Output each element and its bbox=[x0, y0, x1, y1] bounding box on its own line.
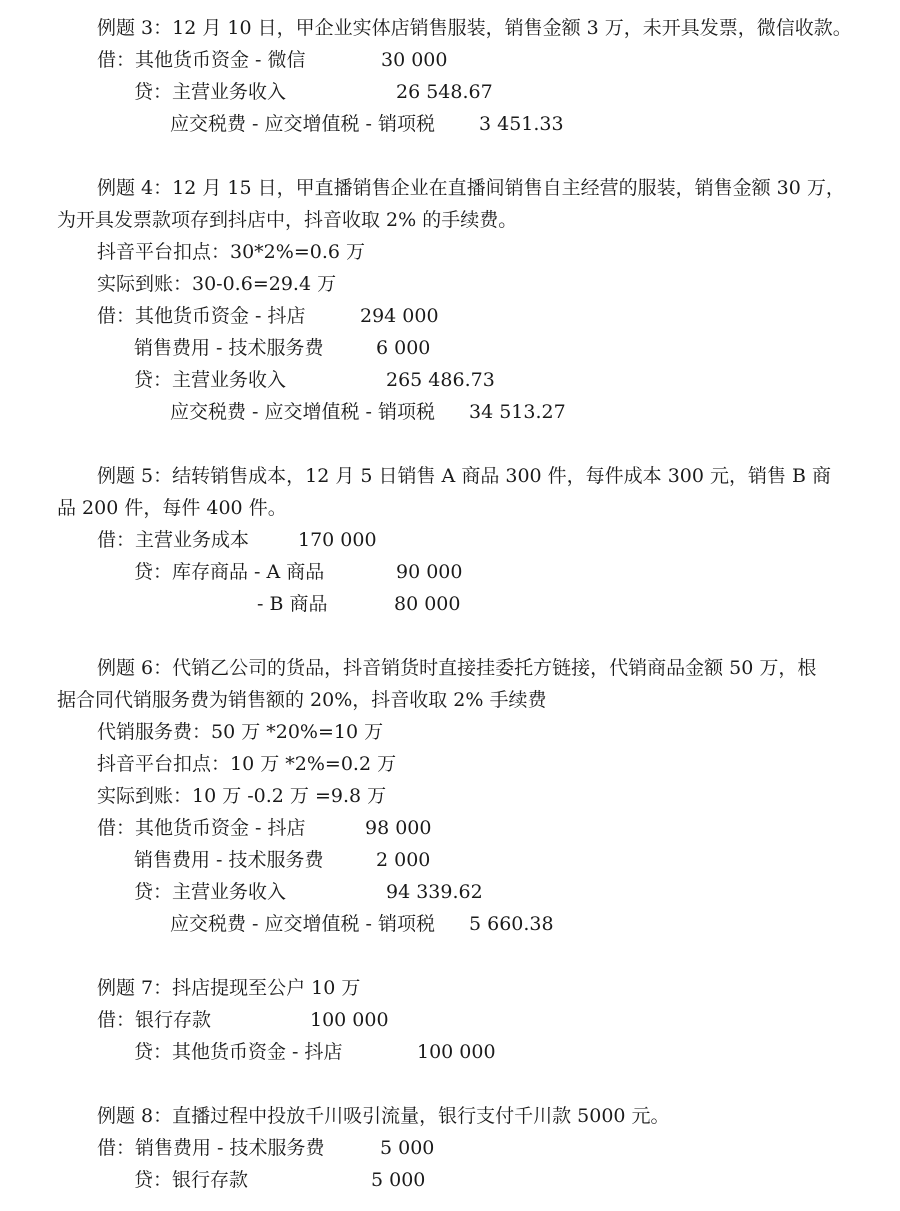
debit-account: 销售费用 - 技术服务费 bbox=[134, 337, 324, 359]
credit-account: 贷：库存商品 - A 商品 bbox=[134, 561, 325, 583]
credit-amount: 26 548.67 bbox=[396, 81, 493, 103]
credit-amount: 5 660.38 bbox=[469, 913, 554, 935]
debit-account: 借：银行存款 bbox=[97, 1009, 212, 1031]
example-5-title-continued: 品 200 件，每件 400 件。 bbox=[57, 497, 287, 519]
credit-amount: 34 513.27 bbox=[469, 401, 566, 423]
example-4-title-continued: 为开具发票款项存到抖店中，抖音收取 2% 的手续费。 bbox=[57, 209, 518, 231]
credit-amount: 265 486.73 bbox=[386, 369, 495, 391]
journal-credit-line bbox=[134, 80, 493, 104]
journal-credit-line bbox=[170, 112, 564, 136]
example-5-title: 例题 5：结转销售成本，12 月 5 日销售 A 商品 300 件，每件成本 300 元，销售 B 商 bbox=[97, 465, 832, 487]
journal-credit-line bbox=[134, 1168, 426, 1192]
credit-amount: 100 000 bbox=[417, 1041, 496, 1063]
journal-debit-line bbox=[97, 816, 432, 840]
journal-debit-line bbox=[134, 848, 431, 872]
credit-amount: 80 000 bbox=[394, 593, 461, 615]
calculation-line: 代销服务费：50 万 *20%=10 万 bbox=[97, 721, 384, 743]
example-6-title-continued: 据合同代销服务费为销售额的 20%，抖音收取 2% 手续费 bbox=[57, 689, 547, 711]
credit-account: 应交税费 - 应交增值税 - 销项税 bbox=[170, 913, 435, 935]
journal-debit-line bbox=[97, 528, 377, 552]
credit-account: 贷：主营业务收入 bbox=[134, 881, 287, 903]
journal-debit-line bbox=[134, 336, 431, 360]
example-7-title: 例题 7：抖店提现至公户 10 万 bbox=[97, 977, 361, 999]
calculation-line: 抖音平台扣点：10 万 *2%=0.2 万 bbox=[97, 753, 397, 775]
debit-amount: 170 000 bbox=[298, 529, 377, 551]
example-4-title: 例题 4：12 月 15 日，甲直播销售企业在直播间销售自主经营的服装，销售金额 30 万， bbox=[97, 177, 845, 199]
debit-amount: 5 000 bbox=[380, 1137, 435, 1159]
journal-debit-line bbox=[97, 1136, 435, 1160]
credit-account: 应交税费 - 应交增值税 - 销项税 bbox=[170, 401, 435, 423]
debit-account: 借：其他货币资金 - 抖店 bbox=[97, 817, 306, 839]
calculation-line: 实际到账：10 万 -0.2 万 =9.8 万 bbox=[97, 785, 387, 807]
calculation-line: 抖音平台扣点：30*2%=0.6 万 bbox=[97, 241, 365, 263]
debit-account: 借：主营业务成本 bbox=[97, 529, 250, 551]
example-6-title: 例题 6：代销乙公司的货品，抖音销货时直接挂委托方链接，代销商品金额 50 万，根 bbox=[97, 657, 817, 679]
journal-credit-line bbox=[134, 368, 495, 392]
debit-account: 销售费用 - 技术服务费 bbox=[134, 849, 324, 871]
journal-credit-line bbox=[134, 880, 483, 904]
example-3-title: 例题 3：12 月 10 日，甲企业实体店销售服装，销售金额 3 万，未开具发票，微信收款。 bbox=[97, 17, 852, 39]
journal-credit-line bbox=[170, 912, 554, 936]
example-8-title: 例题 8：直播过程中投放千川吸引流量，银行支付千川款 5000 元。 bbox=[97, 1105, 670, 1127]
credit-account: 贷：银行存款 bbox=[134, 1169, 249, 1191]
credit-amount: 5 000 bbox=[371, 1169, 426, 1191]
credit-amount: 90 000 bbox=[396, 561, 463, 583]
debit-account: 借：其他货币资金 - 微信 bbox=[97, 49, 306, 71]
credit-amount: 94 339.62 bbox=[386, 881, 483, 903]
debit-account: 借：销售费用 - 技术服务费 bbox=[97, 1137, 325, 1159]
debit-amount: 98 000 bbox=[365, 817, 432, 839]
credit-account: - B 商品 bbox=[257, 593, 328, 615]
debit-amount: 30 000 bbox=[381, 49, 448, 71]
debit-account: 借：其他货币资金 - 抖店 bbox=[97, 305, 306, 327]
journal-credit-line bbox=[170, 400, 566, 424]
credit-account: 贷：主营业务收入 bbox=[134, 81, 287, 103]
journal-credit-line bbox=[257, 592, 461, 616]
journal-credit-line bbox=[134, 1040, 496, 1064]
debit-amount: 100 000 bbox=[310, 1009, 389, 1031]
journal-credit-line bbox=[134, 560, 463, 584]
credit-account: 贷：主营业务收入 bbox=[134, 369, 287, 391]
debit-amount: 6 000 bbox=[376, 337, 431, 359]
calculation-line: 实际到账：30-0.6=29.4 万 bbox=[97, 273, 337, 295]
credit-account: 贷：其他货币资金 - 抖店 bbox=[134, 1041, 343, 1063]
journal-debit-line bbox=[97, 1008, 389, 1032]
credit-amount: 3 451.33 bbox=[479, 113, 564, 135]
debit-amount: 294 000 bbox=[360, 305, 439, 327]
journal-debit-line bbox=[97, 304, 439, 328]
credit-account: 应交税费 - 应交增值税 - 销项税 bbox=[170, 113, 435, 135]
journal-debit-line bbox=[97, 48, 448, 72]
debit-amount: 2 000 bbox=[376, 849, 431, 871]
